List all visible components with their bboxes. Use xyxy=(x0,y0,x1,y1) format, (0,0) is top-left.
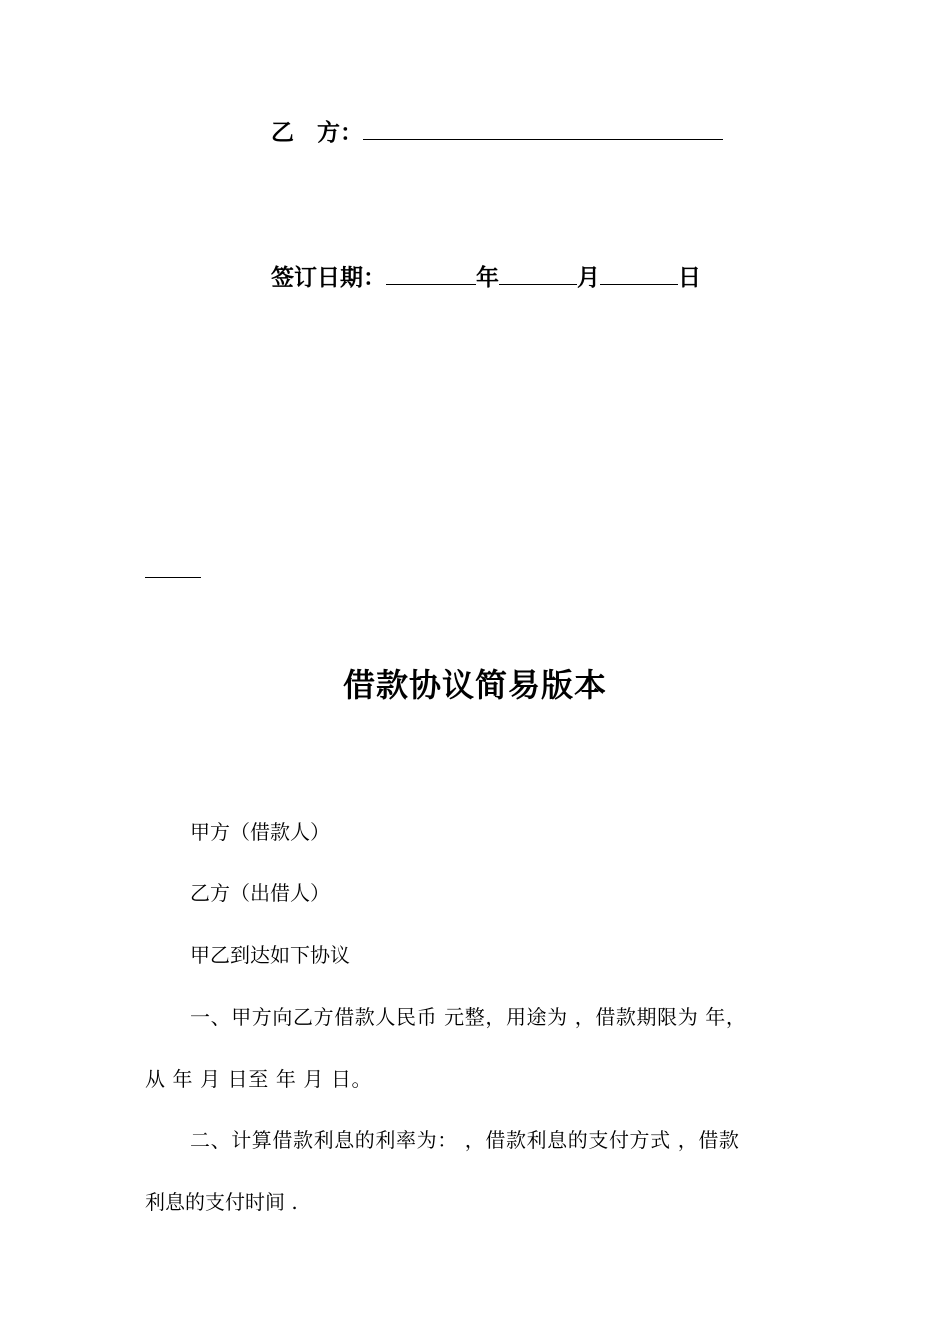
clause-1-line-1: 一、甲方向乙方借款人民币 元整，用途为 ，借款期限为 年， xyxy=(190,1005,747,1029)
footnote-rule xyxy=(145,577,201,578)
party-b-line: 乙方（出借人） xyxy=(190,881,330,905)
document-title: 借款协议简易版本 xyxy=(342,666,607,704)
party-b-blank xyxy=(363,117,723,140)
clause-2-line-1: 二、计算借款利息的利率为： ，借款利息的支付方式 ，借款 xyxy=(190,1128,740,1152)
party-b-signature-line xyxy=(271,117,723,148)
day-blank xyxy=(600,262,678,285)
sign-date-line xyxy=(271,262,701,293)
clause-1-line-2: 从 年 月 日至 年 月 日。 xyxy=(145,1067,373,1091)
month-label: 月 xyxy=(577,265,600,291)
clause-2-line-2: 利息的支付时间 . xyxy=(145,1190,298,1214)
sign-date-label: 签订日期： xyxy=(271,265,386,291)
year-blank xyxy=(386,262,476,285)
year-label: 年 xyxy=(476,265,499,291)
party-a-line: 甲方（借款人） xyxy=(190,820,330,844)
agreement-intro: 甲乙到达如下协议 xyxy=(190,943,350,967)
month-blank xyxy=(499,262,577,285)
party-b-label: 乙 方： xyxy=(271,120,363,146)
day-label: 日 xyxy=(678,265,701,291)
